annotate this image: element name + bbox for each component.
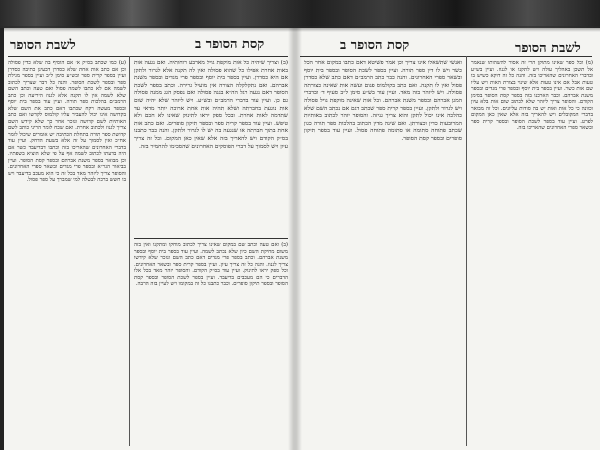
main-text-column-3 (304, 60, 462, 445)
header-far-left: לשבת הסופר (10, 38, 76, 53)
commentary-column-1 (8, 60, 126, 445)
header-rule-right (300, 56, 592, 57)
main-text-3: ואנשי שתשאלו אינו צריך וכן אמר פשיטא דאם כתבו במקום אחר הכל כשר ויש לו דין ספר תורה. ועיין בספר לשכת הסופר ובספר בית יוסף ובשאר ספרי האחרונים. והנה כבר כתב הרמב״ם דאם כתב שלא כסדרן פסול ואין לו תקנה. ואם כתב בקולמוס פגום ועשה אות שאינה כצורתה פסולה. ויש ליזהר בזה מאד. ועיין עוד בש״ע סימן ל״ב סעיף ד׳ ובדברי המגן אברהם ובספר משנת אברהם. וכל אות שאינה מוקפת גויל פסולה ויש לגרור ולתקן. ועיין בספר קרית ספר שכתב דגם אם נכתב השם שלא כהלכה אינו יכול לתקן והוא צריך גניזה. והסופר יזהר לכתוב באותיות המרובעות כדין וכצורתן. ואם שינה מדין הכתוב בהלכות ספר תורה כגון שכתב פתוחה סתומה או סתומה פתוחה פסול. ועיין עוד בספר תיקון סופרים ובספר קסת הסופר. (304, 60, 462, 142)
mid-rule-left (134, 238, 288, 239)
column-gutter-1 (129, 56, 130, 446)
footnote-column-2 (134, 242, 288, 445)
header-rule-left (8, 56, 288, 57)
column-gutter-2 (466, 56, 467, 446)
header-left-center: קסת הסופר ב (195, 37, 265, 52)
book-fold-shadow (288, 28, 302, 450)
commentary-text-1: (ע) כמו שכתב בס״ק א׳ אם הוסיף בה שלא כדין פסולה וכן אם כתב אות אחת שלא כסדרן דבעינן כתיבה כסדרן ועיין בספר קרית ספר ובש״ע סימן ל״ב ועיין בספר מגילת ספר ובספר לשכת הסופר. והנה כל דבר שצריך לכתוב לשמה אם לא כתבו לשמה פסול ואם טעה וכתב השם שלא לשמה אין לו תקנה אלא לגנוז היריעה וכן כתב הרמב״ם בהלכות ספר תורה. ועיין עוד בספר בית יוסף ובספר מעשה רקח שכתבו דאם כתב את השם שלא בקדושה אינו יכול להעביר עליו קולמוס לקדשו ואם כתב האותיות לשם קדושה ונזכר אחר כך שלא קידש השם צריך לגנוז ולכתוב אחרת. ואם שכח לומר הריני כותב לשם קדושת ספר תורה בתחלת הכתיבה יש אומרים שיכול לומר אח״כ ואין לסמוך על זה אלא בשעת הדחק. ועיין עוד בדברי האחרונים שהאריכו בזה וכתבו דבדיעבד כשר אם היה בדעתו לכתוב לשמה אף על פי שלא הוציא בשפתיו. וכן מבואר בספר משנת אברהם ובספר קסת הסופר. ועיין בביאור הגר״א ובספר פרי מגדים ובשאר ספרי האחרונים. והסופר צריך ליזהר מאד בכל זה כי הוא מעכב בדיעבד ויש בו חשש ברכה לבטלה למי שמברך על ספר פסול. (8, 60, 126, 183)
commentary-column-4 (471, 60, 593, 445)
left-scan-edge (0, 28, 4, 450)
footnote-text-2: (ב) ואם טעה וכתב שם במקום שאינו צריך לכתוב מוחקו ומתקנו ואין בזה משום מחיקת השם כיון שלא נכתב לשמה. ועיין עוד בספר בית יוסף ובספר משנת אברהם. וכתב בספר פרי מגדים דאם כתב השם ונזכר שלא קידשו צריך לגנוז. והנה כל זה צריך עיון. ועיין בספר קרית ספר ובשאר האחרונים. וכל ספק יראו לתינוק. ועיין עוד בס״ק הקודם. והסופר יזהר מאד בכל אלו הדברים כי הם מעכבים בדיעבד. ועיין בספר לשכת הסופר ובספר קסת הסופר ובספר תיקון סופרים. וכבר כתבנו כל זה במקומו ויש לעיין בזה הרבה. (134, 242, 288, 287)
header-far-right: לשבת הסופר (515, 41, 581, 56)
header-right-center: קסת הסופר ב (340, 38, 410, 53)
main-text-2: (ב) וצריך שיהיה כל אות מוקפת גויל מארבע רוחותיה. ואם נגעה אות באות אחרת אפילו כל שהוא פסולה ואין לה תקנה אלא לגרור ולתקן אם היא כסדרן. ועיין בספר בית יוסף ובספר פרי מגדים ובספר משנת אברהם. ואם נתקלקלה הצורה אין מועיל גרירה. וכתב בספר לשכת הסופר דאם נגעה רגל הה״א בגגה פסולה ואם נפסק הגג ממנה פסולה גם כן. ועיין עוד בדברי הרמב״ם ובש״ע. ויש ליזהר שלא יהיה שום אות נוגעת בחברתה ושלא תהיה אות אחת ארוכה יותר מדאי עד שתדמה לאות אחרת. ובכל ספק יראו לתינוק שאינו לא חכם ולא טיפש. ועיין עוד בספר קרית ספר ובספר תיקון סופרים. ואם כתב אות אחת בתוך חברתה או שנגעה בה יש לו לגרור ולתקן. והנה כבר כתבנו בס״ק הקודם ויש להאריך בזה אלא שאין כאן המקום. וכל זה צריך עיון ויש לסמוך על דברי הפוסקים האחרונים שהסכימו להחמיר בזה. (134, 60, 288, 150)
scan-dark-border (0, 0, 600, 28)
commentary-text-4: (מ) וכל ספר שאינו מתוקן הרי זה אסור להשהותו שנאמר אל תשכן באהליך עולה ויש לתקנו או לגנוז. ועיין בש״ע ובדברי האחרונים שהאריכו בזה. והנה כל זה דוקא כשיש בו טעות אבל אם אינו טעות אלא שינוי בצורת האות ויש עליו שם אות כשר. ועיין בספר בית יוסף ובספר פרי מגדים ובספר משנת אברהם. וכבר הארכנו בזה בספר קסת הסופר בסימן הקודם. והסופר צריך ליזהר שלא לכתוב שום אות בלא עיון וכוונה כי כל אות ואות יש בה סודות עליונים. וכל זה מבואר בדברי המקובלים ויש להאריך בזה אלא שאין כאן המקום לפרט. ועיין עוד בספר לשכת הסופר ובספר קרית ספר ובשאר ספרי האחרונים שהאריכו בזה. (471, 60, 593, 131)
main-text-column-2 (134, 60, 288, 235)
